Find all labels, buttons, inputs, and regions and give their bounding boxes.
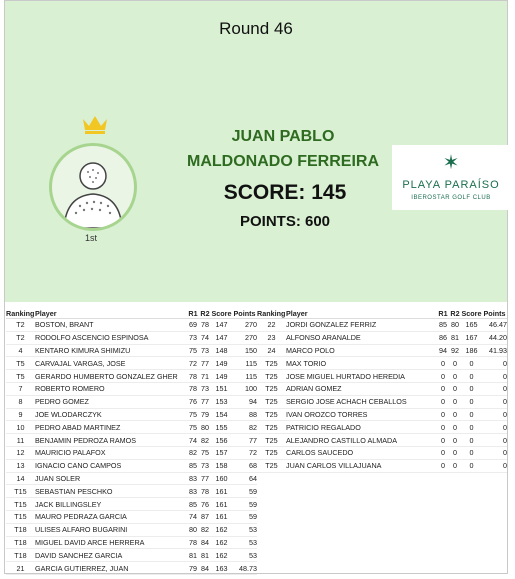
- cell-r2: 92: [451, 345, 459, 355]
- cell-rank: 12: [6, 446, 35, 459]
- cell-points: 0: [482, 395, 507, 408]
- cell-rank: T18: [6, 536, 35, 549]
- cell-score: 0: [461, 446, 482, 459]
- cell-score: 0: [461, 395, 482, 408]
- cell-r1: 83: [189, 473, 197, 483]
- cell-score: 0: [461, 421, 482, 434]
- table-row: [6, 344, 257, 357]
- cell-player: CARLOS SAUCEDO: [286, 446, 437, 459]
- cell-r1: 0: [437, 446, 449, 459]
- cell-r2: 0: [449, 421, 461, 434]
- cell-points: 0: [482, 459, 507, 472]
- cell-r1: 69: [189, 320, 197, 330]
- cell-rank: T25: [257, 434, 286, 447]
- table-row: [257, 357, 507, 370]
- cell-r2: 71: [201, 371, 209, 381]
- cell-score: 0: [461, 370, 482, 383]
- cell-r1: 82: [189, 448, 197, 458]
- cell-player: BENJAMIN PEDROZA RAMOS: [35, 434, 187, 447]
- cell-score: 0: [461, 434, 482, 447]
- cell-r2: 80: [451, 320, 459, 330]
- cell-r2: 78: [201, 486, 209, 496]
- cell-score: 151: [211, 382, 232, 395]
- cell-points: 44.20: [482, 331, 507, 344]
- cell-rank: T25: [257, 395, 286, 408]
- cell-points: 94: [232, 395, 257, 408]
- sponsor-subtitle: IBEROSTAR GOLF CLUB: [411, 195, 491, 201]
- cell-r2: 0: [449, 370, 461, 383]
- table-row: [6, 536, 257, 549]
- table-row: [6, 370, 257, 383]
- cell-player: BOSTON, BRANT: [35, 319, 187, 332]
- table-row: [257, 446, 507, 459]
- cell-score: 156: [211, 434, 232, 447]
- cell-r1: 85: [439, 320, 447, 330]
- cell-rank: T18: [6, 523, 35, 536]
- leader-name-line1: JUAN PABLO: [231, 128, 335, 145]
- cell-points: 68: [232, 459, 257, 472]
- cell-player: IGNACIO CANO CAMPOS: [35, 459, 187, 472]
- cell-score: 163: [211, 562, 232, 575]
- cell-points: 53: [232, 549, 257, 562]
- cell-r1: 75: [189, 422, 197, 432]
- cell-player: JOE WLODARCZYK: [35, 408, 187, 421]
- table-row: [6, 446, 257, 459]
- header-ranking: Ranking: [257, 308, 286, 318]
- cell-player: SEBASTIAN PESCHKO: [35, 485, 187, 498]
- cell-player: JUAN CARLOS VILLAJUANA: [286, 459, 437, 472]
- cell-player: PEDRO GOMEZ: [35, 395, 187, 408]
- cell-r1: 0: [437, 395, 449, 408]
- cell-r2: 81: [201, 550, 209, 560]
- cell-player: JACK BILLINGSLEY: [35, 498, 187, 511]
- cell-rank: T5: [6, 357, 35, 370]
- cell-score: 149: [211, 370, 232, 383]
- header-r2: R2: [200, 308, 210, 318]
- cell-rank: 11: [6, 434, 35, 447]
- header-player: Player: [35, 308, 187, 319]
- cell-points: 0: [482, 446, 507, 459]
- cell-points: 53: [232, 536, 257, 549]
- cell-rank: T18: [6, 549, 35, 562]
- cell-player: MARCO POLO: [286, 344, 437, 357]
- table-row: [257, 434, 507, 447]
- cell-rank: T25: [257, 446, 286, 459]
- table-row: [6, 459, 257, 472]
- cell-points: 72: [232, 446, 257, 459]
- cell-player: KENTARO KIMURA SHIMIZU: [35, 344, 187, 357]
- cell-rank: T2: [6, 319, 35, 332]
- cell-r2: 73: [201, 461, 209, 471]
- cell-score: 186: [461, 344, 482, 357]
- table-row: [6, 485, 257, 498]
- cell-rank: 9: [6, 408, 35, 421]
- table-row: [257, 395, 507, 408]
- cell-r2: 75: [201, 448, 209, 458]
- cell-r1: 78: [189, 537, 197, 547]
- cell-rank: 14: [6, 472, 35, 485]
- cell-points: 46.47: [482, 319, 507, 332]
- cell-player: MIGUEL DAVID ARCE HERRERA: [35, 536, 187, 549]
- cell-score: 160: [211, 472, 232, 485]
- cell-score: 162: [211, 549, 232, 562]
- cell-rank: T2: [6, 331, 35, 344]
- cell-player: JUAN SOLER: [35, 472, 187, 485]
- cell-r1: 80: [189, 525, 197, 535]
- cell-r1: 85: [189, 499, 197, 509]
- table-row: [257, 370, 507, 383]
- cell-points: 270: [232, 319, 257, 332]
- table-row: [6, 357, 257, 370]
- avatar: [49, 143, 137, 231]
- cell-r2: 0: [449, 459, 461, 472]
- cell-r2: 74: [201, 333, 209, 343]
- cell-r1: 73: [189, 333, 197, 343]
- cell-r2: 84: [201, 563, 209, 573]
- leader-score: SCORE: 145: [223, 181, 347, 204]
- header-score: Score: [211, 308, 232, 318]
- cell-score: 149: [211, 357, 232, 370]
- cell-rank: T15: [6, 510, 35, 523]
- table-row: [257, 408, 507, 421]
- cell-rank: T15: [6, 485, 35, 498]
- cell-player: JORDI GONZALEZ FERRIZ: [286, 319, 437, 332]
- cell-r2: 73: [201, 384, 209, 394]
- cell-points: 0: [482, 408, 507, 421]
- cell-rank: 7: [6, 382, 35, 395]
- header-ranking: Ranking: [6, 308, 35, 318]
- cell-r1: 79: [189, 563, 197, 573]
- cell-r2: 0: [449, 408, 461, 421]
- header-r2: R2: [450, 308, 460, 318]
- cell-rank: T25: [257, 421, 286, 434]
- sponsor-name: PLAYA PARAÍSO: [402, 179, 500, 191]
- cell-r1: 75: [189, 409, 197, 419]
- cell-r1: 78: [189, 384, 197, 394]
- cell-points: 0: [482, 370, 507, 383]
- cell-player: GARCIA GUTIERREZ, JUAN: [35, 562, 187, 575]
- table-row: [257, 344, 507, 357]
- cell-rank: 21: [6, 562, 35, 575]
- round-title: Round 46: [219, 19, 293, 38]
- cell-r2: 77: [201, 473, 209, 483]
- table-row: [6, 562, 257, 575]
- cell-rank: 24: [257, 344, 286, 357]
- cell-r1: 75: [189, 345, 197, 355]
- cell-score: 154: [211, 408, 232, 421]
- cell-r1: 74: [189, 512, 197, 522]
- cell-r1: 0: [437, 357, 449, 370]
- cell-player: MAURICIO PALAFOX: [35, 446, 187, 459]
- cell-points: 100: [232, 382, 257, 395]
- cell-player: PATRICIO REGALADO: [286, 421, 437, 434]
- cell-points: 0: [482, 434, 507, 447]
- cell-score: 162: [211, 536, 232, 549]
- leaderboard-table-left: [6, 308, 257, 575]
- cell-rank: 4: [6, 344, 35, 357]
- cell-score: 155: [211, 421, 232, 434]
- cell-points: 64: [232, 472, 257, 485]
- golf-ball-player-icon: [52, 146, 134, 228]
- cell-score: 165: [461, 319, 482, 332]
- cell-r1: 78: [189, 371, 197, 381]
- cell-score: 158: [211, 459, 232, 472]
- cell-score: 0: [461, 382, 482, 395]
- table-row: [6, 498, 257, 511]
- cell-player: ADRIAN GOMEZ: [286, 382, 437, 395]
- cell-score: 161: [211, 498, 232, 511]
- cell-rank: 22: [257, 319, 286, 332]
- cell-points: 53: [232, 523, 257, 536]
- cell-r2: 0: [449, 434, 461, 447]
- cell-player: RODOLFO ASCENCIO ESPINOSA: [35, 331, 187, 344]
- cell-player: ALFONSO ARANALDE: [286, 331, 437, 344]
- leaderboard-table-right: [257, 308, 507, 473]
- cell-score: 167: [461, 331, 482, 344]
- table-row: [6, 510, 257, 523]
- cell-points: 115: [232, 370, 257, 383]
- cell-r2: 73: [201, 345, 209, 355]
- cell-points: 59: [232, 498, 257, 511]
- table-header-row: [257, 308, 507, 319]
- cell-score: 157: [211, 446, 232, 459]
- table-row: [6, 472, 257, 485]
- cell-rank: T15: [6, 498, 35, 511]
- sponsor-logo: [392, 145, 510, 210]
- cell-player: ULISES ALFARO BUGARINI: [35, 523, 187, 536]
- cell-r1: 0: [437, 421, 449, 434]
- cell-rank: 13: [6, 459, 35, 472]
- cell-r2: 78: [201, 320, 209, 330]
- table-row: [257, 382, 507, 395]
- cell-player: MAURO PEDRAZA GARCIA: [35, 510, 187, 523]
- cell-score: 147: [211, 331, 232, 344]
- table-row: [6, 434, 257, 447]
- table-row: [6, 319, 257, 332]
- cell-points: 88: [232, 408, 257, 421]
- table-row: [6, 408, 257, 421]
- table-row: [6, 382, 257, 395]
- cell-score: 0: [461, 459, 482, 472]
- cell-score: 148: [211, 344, 232, 357]
- table-row: [6, 421, 257, 434]
- cell-r2: 80: [201, 422, 209, 432]
- cell-score: 161: [211, 485, 232, 498]
- table-header-row: [6, 308, 257, 319]
- table-row: [6, 331, 257, 344]
- cell-points: 0: [482, 357, 507, 370]
- cell-r2: 87: [201, 512, 209, 522]
- cell-rank: T25: [257, 459, 286, 472]
- cell-r2: 77: [201, 397, 209, 407]
- table-row: [6, 395, 257, 408]
- cell-r1: 72: [189, 358, 197, 368]
- cell-player: ROBERTO ROMERO: [35, 382, 187, 395]
- leader-name-line2: MALDONADO FERREIRA: [187, 153, 379, 170]
- table-row: [6, 523, 257, 536]
- cell-r2: 0: [449, 357, 461, 370]
- cell-score: 147: [211, 319, 232, 332]
- cell-player: JOSE MIGUEL HURTADO HEREDIA: [286, 370, 437, 383]
- header-r1: R1: [438, 308, 448, 318]
- leader-points: POINTS: 600: [239, 213, 331, 230]
- cell-r1: 0: [437, 408, 449, 421]
- cell-r1: 0: [437, 370, 449, 383]
- table-row: [257, 331, 507, 344]
- cell-points: 59: [232, 485, 257, 498]
- cell-rank: T25: [257, 408, 286, 421]
- cell-points: 115: [232, 357, 257, 370]
- cell-rank: T25: [257, 370, 286, 383]
- cell-points: 82: [232, 421, 257, 434]
- star-icon: ✶: [442, 152, 460, 174]
- cell-rank: T25: [257, 382, 286, 395]
- cell-points: 150: [232, 344, 257, 357]
- cell-points: 0: [482, 382, 507, 395]
- cell-r2: 77: [201, 358, 209, 368]
- cell-score: 153: [211, 395, 232, 408]
- cell-r1: 83: [189, 486, 197, 496]
- cell-player: GERARDO HUMBERTO GONZALEZ GHER: [35, 370, 187, 383]
- cell-r2: 82: [201, 435, 209, 445]
- cell-score: 0: [461, 357, 482, 370]
- header-score: Score: [461, 308, 482, 318]
- cell-r2: 82: [201, 525, 209, 535]
- cell-player: IVAN OROZCO TORRES: [286, 408, 437, 421]
- cell-r1: 0: [437, 434, 449, 447]
- cell-r1: 76: [189, 397, 197, 407]
- cell-points: 48.73: [232, 562, 257, 575]
- cell-r2: 79: [201, 409, 209, 419]
- cell-r1: 74: [189, 435, 197, 445]
- cell-points: 77: [232, 434, 257, 447]
- table-row: [257, 459, 507, 472]
- cell-score: 0: [461, 408, 482, 421]
- cell-player: SERGIO JOSE ACHACH CEBALLOS: [286, 395, 437, 408]
- cell-r2: 0: [449, 382, 461, 395]
- cell-rank: 8: [6, 395, 35, 408]
- cell-r1: 86: [439, 333, 447, 343]
- cell-points: 41.93: [482, 344, 507, 357]
- cell-r2: 0: [449, 395, 461, 408]
- cell-points: 270: [232, 331, 257, 344]
- header-points: Points: [483, 308, 506, 318]
- cell-r1: 85: [189, 461, 197, 471]
- cell-r2: 84: [201, 537, 209, 547]
- table-row: [257, 319, 507, 332]
- cell-r2: 81: [451, 333, 459, 343]
- cell-points: 59: [232, 510, 257, 523]
- cell-score: 161: [211, 510, 232, 523]
- cell-r2: 0: [449, 446, 461, 459]
- crown-icon: [81, 113, 109, 135]
- cell-r1: 81: [189, 550, 197, 560]
- cell-r2: 76: [201, 499, 209, 509]
- cell-score: 162: [211, 523, 232, 536]
- cell-player: PEDRO ABAD MARTINEZ: [35, 421, 187, 434]
- cell-rank: T5: [6, 370, 35, 383]
- header-player: Player: [286, 308, 437, 319]
- leader-panel: [5, 1, 507, 302]
- cell-player: ALEJANDRO CASTILLO ALMADA: [286, 434, 437, 447]
- cell-rank: T25: [257, 357, 286, 370]
- leader-position: 1st: [85, 233, 98, 243]
- header-points: Points: [233, 308, 256, 318]
- cell-player: CARVAJAL VARGAS, JOSE: [35, 357, 187, 370]
- cell-rank: 23: [257, 331, 286, 344]
- cell-points: 0: [482, 421, 507, 434]
- cell-r1: 0: [437, 459, 449, 472]
- cell-r1: 94: [439, 345, 447, 355]
- cell-player: MAX TORIO: [286, 357, 437, 370]
- header-r1: R1: [188, 308, 198, 318]
- cell-rank: 10: [6, 421, 35, 434]
- cell-r1: 0: [437, 382, 449, 395]
- table-row: [257, 421, 507, 434]
- table-row: [6, 549, 257, 562]
- cell-player: DAVID SANCHEZ GARCIA: [35, 549, 187, 562]
